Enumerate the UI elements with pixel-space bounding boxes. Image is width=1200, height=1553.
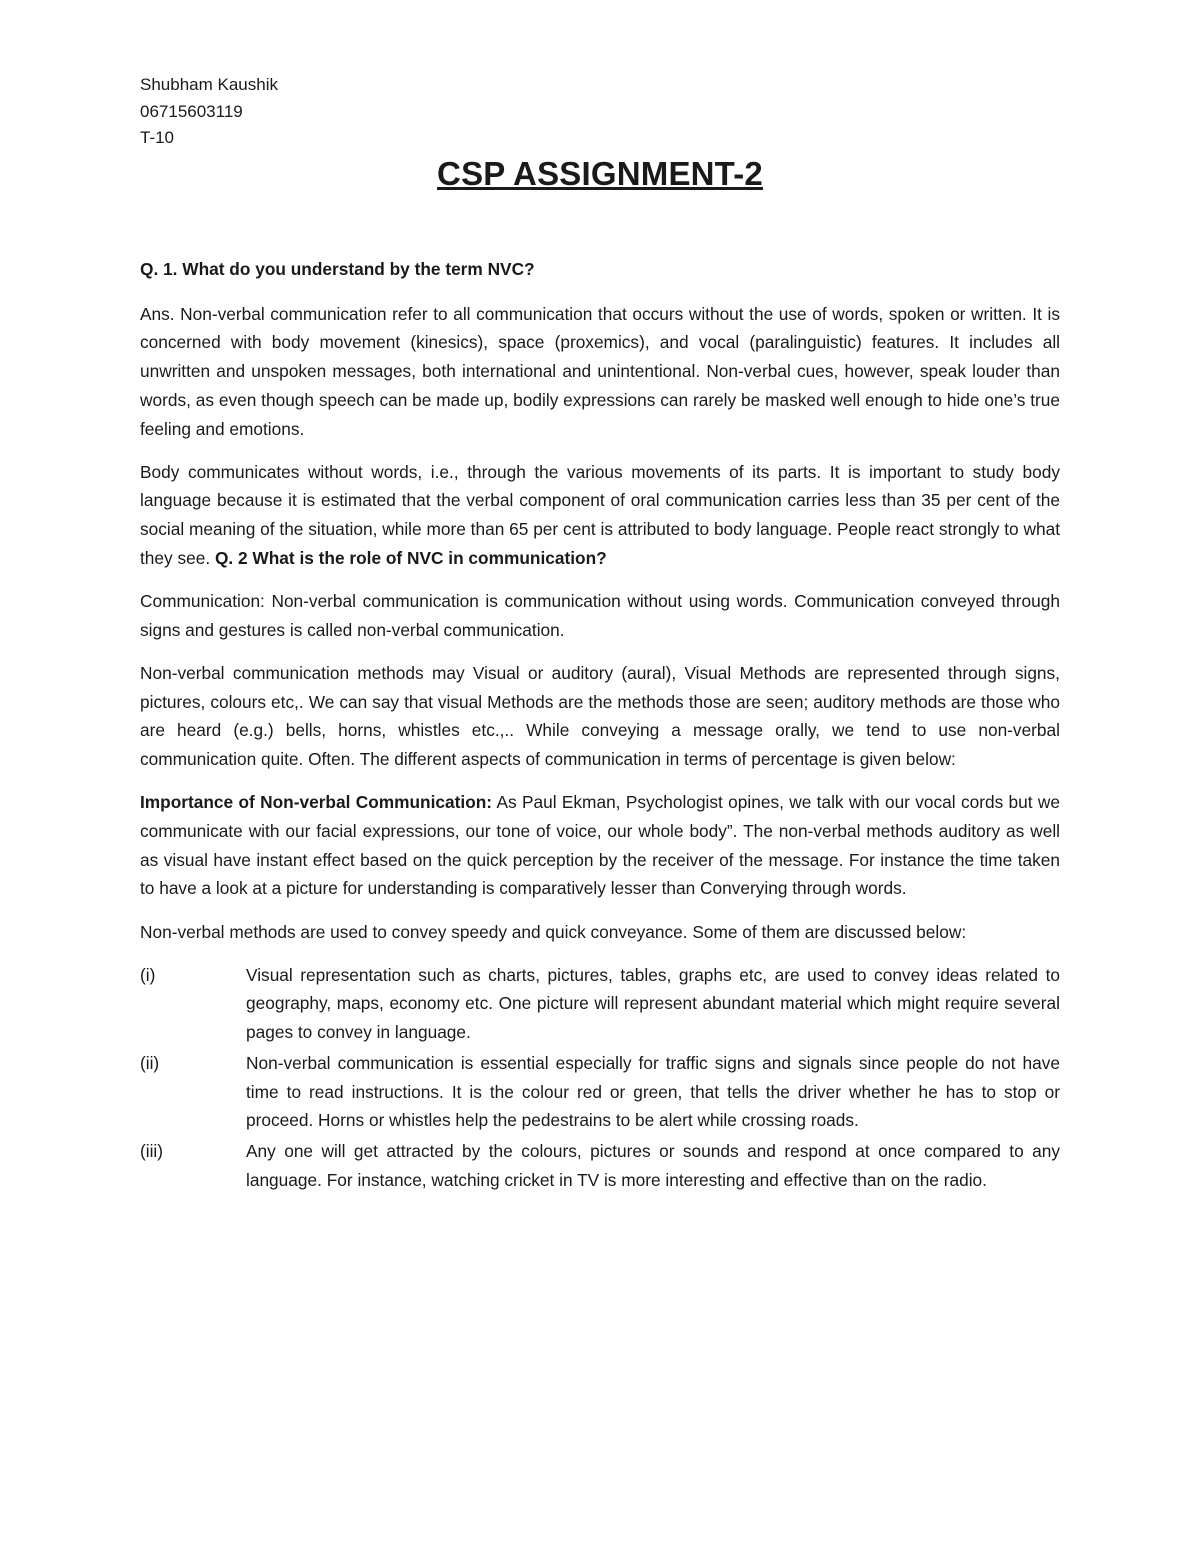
list-item-number: (iii) — [140, 1140, 164, 1161]
document-title: CSP ASSIGNMENT-2 — [437, 155, 763, 192]
roll-number: 06715603119 — [140, 101, 243, 121]
methods-list — [140, 961, 1060, 1195]
list-item-text: Any one will get attracted by the colours, pictures or sounds and respond at once compared to any language. For instance, watching cricket in TV is more interesting and effective than on the radio. — [246, 1140, 1060, 1190]
list-item — [140, 1049, 1060, 1135]
body-language-text: Body communicates without words, i.e., through the various movements of its parts. It is important to study body language because it is estimated that the verbal component of oral communication carries less than 35 per cent of the social meaning of the situation, while more than 65 per cent is attributed to body language. People react strongly to what they see. — [140, 461, 1060, 568]
list-item-text: Non-verbal communication is essential especially for traffic signs and signals since people do not have time to read instructions. It is the colour red or green, that tells the driver whether he has to stop or proceed. Horns or whistles help the pedestrains to be alert while crossing roads. — [246, 1052, 1060, 1131]
importance-heading: Importance of Non-verbal Communication: — [140, 792, 493, 813]
list-item — [140, 961, 1060, 1047]
importance-text: As Paul Ekman, Psychologist opines, we talk with our vocal cords but we communicate with our facial expressions, our tone of voice, our whole body”. The non-verbal methods auditory as well as visual have instant effect based on the quick perception by the receiver of the message. For instance the time taken to have a look at a picture for understanding is comparatively lesser than Converying through words. — [140, 792, 1061, 899]
communication-paragraph: Communication: Non-verbal communication is communication without using words. Communication conveyed through signs and gestures is called non-verbal communication. — [140, 591, 1060, 640]
group-code: T-10 — [140, 128, 175, 147]
answer-1-paragraph: Ans. Non-verbal communication refer to all communication that occurs without the use of words, spoken or written. It is concerned with body movement (kinesics), space (proxemics), and vocal (paralinguistic) features. It includes all unwritten and unspoken messages, both international and unintentional. Non-verbal cues, however, speak louder than words, as even though speech can be made up, bodily expressions can rarely be masked well enough to hide one’s true feeling and emotions. — [140, 303, 1060, 439]
author-name: Shubham Kaushik — [140, 75, 278, 94]
author-block — [140, 72, 278, 152]
question-1: Q. 1. What do you understand by the term NVC? — [140, 259, 535, 279]
question-2: Q. 2 What is the role of NVC in communication? — [214, 547, 607, 568]
document-body — [140, 255, 1060, 1196]
speedy-paragraph: Non-verbal methods are used to convey speedy and quick conveyance. Some of them are discussed below: — [140, 921, 967, 942]
importance-paragraph — [140, 788, 1060, 903]
list-item-text: Visual representation such as charts, pictures, tables, graphs etc, are used to convey ideas related to geography, maps, economy etc. One picture will represent abundant material which might require several pages to convey in language. — [246, 964, 1060, 1043]
list-item-number: (ii) — [140, 1052, 160, 1073]
body-language-paragraph — [140, 458, 1060, 573]
list-item-number: (i) — [140, 964, 156, 985]
methods-paragraph: Non-verbal communication methods may Visual or auditory (aural), Visual Methods are represented through signs, pictures, colours etc,. We can say that visual Methods are the methods those are seen; auditory methods are those who are heard (e.g.) bells, horns, whistles etc.,.. While conveying a message orally, we tend to use non-verbal communication quite. Often. The different aspects of communication in terms of percentage is given below: — [140, 662, 1060, 770]
list-item — [140, 1137, 1060, 1194]
